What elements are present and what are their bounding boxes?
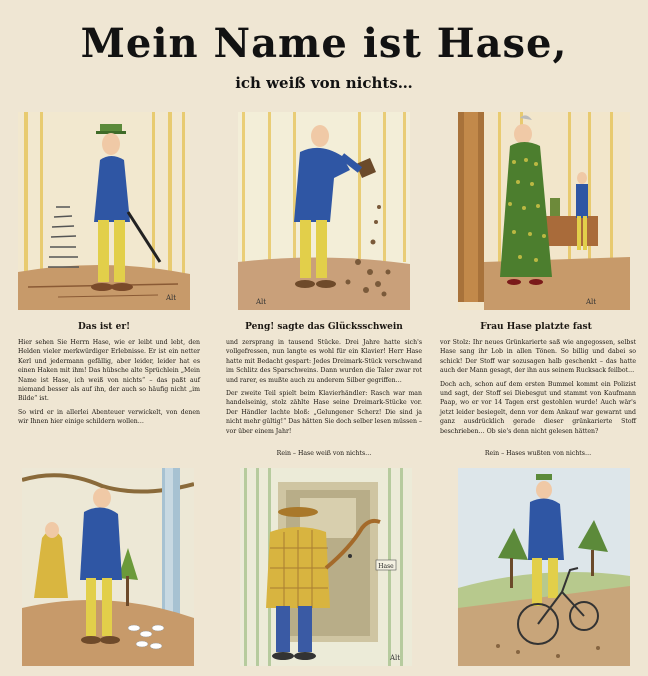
illustration-panel-2 bbox=[238, 112, 410, 310]
page-title: Mein Name ist Hase, bbox=[80, 20, 568, 67]
bottom-signature: Alt bbox=[390, 654, 401, 662]
story-text-3 bbox=[440, 338, 636, 440]
panel-1-signature: Alt bbox=[166, 294, 177, 302]
story-1-paragraph-1: Hier sehen Sie Herrn Hase, wie er leibt und lebt, den Helden vieler merkwürdiger Erlebnisse. Er ist ein netter Kerl und jedermann gefällig, aber leider, leider hat es einen Haken mit ihm! Das hübsche alte Sprüchlein „Mein Name ist Hase, ich weiß von nichts“ – das paßt auf niemand besser als auf ihn, der auch so häufig nicht „im Bilde“ ist. bbox=[18, 339, 200, 403]
story-3-rein: Rein – Hases wußten von nichts… bbox=[484, 450, 592, 457]
door-sign: Hase bbox=[378, 563, 394, 570]
story-text-1 bbox=[18, 338, 200, 431]
panel-3-signature: Alt bbox=[586, 298, 597, 306]
panel-2-signature: Alt bbox=[256, 298, 267, 306]
caption-1: Das ist er! bbox=[77, 322, 131, 332]
caption-2: Peng! sagte das Glücksschwein bbox=[245, 322, 403, 332]
illustration-panel-5 bbox=[240, 468, 412, 666]
page-subtitle: ich weiß von nichts… bbox=[235, 74, 413, 92]
story-2-rein: Rein – Hase weiß von nichts… bbox=[276, 450, 372, 457]
illustration-panel-1 bbox=[18, 112, 190, 310]
illustration-panel-6 bbox=[458, 468, 630, 666]
story-3-paragraph-2: Doch ach, schon auf dem ersten Bummel kommt ein Polizist und sagt, der Stoff sei Diebesgut und stammt von Kaufmann Paap, wo er vor 14 Tagen erst gestohlen wurde! Auch wär's jetzt leider besiegelt, denn vor dem Ankauf war gewarnt und ganz ausdrücklich gerade dieser grünkarierte Stoff beschrieben… Ob sie's denn nicht gelesen hätten? bbox=[440, 380, 636, 435]
story-2-paragraph-2: Der zweite Teil spielt beim Klavierhändler: Rasch war man handelseinig, stolz zählte Hase seine Dreimark-Stücke vor. Der Händler lachte bloß: „Gelungener Scherz! Die sind ja nicht mehr gültig!“ Das hätten Sie doch selber lesen müssen – vor über einem Jahr! bbox=[226, 390, 422, 435]
illustration-panel-4 bbox=[22, 468, 194, 666]
story-1-paragraph-2: So wird er in allerlei Abenteuer verwickelt, von denen wir Ihnen hier einige schildern wollen… bbox=[18, 408, 200, 426]
caption-3: Frau Hase platzte fast bbox=[480, 322, 592, 332]
story-3-paragraph-1: vor Stolz: Ihr neues Grünkarierte saß wie angegossen, selbst Hase sang ihr Lob in allen Tönen. So billig und dabei so schick! Der Stoff war sozusagen halb geschenkt – das hatte auch der Mann gesagt, der ihn aus seinem Rucksack feilbot… bbox=[440, 339, 636, 375]
illustration-panel-3 bbox=[458, 112, 630, 310]
story-2-paragraph-1: und zersprang in tausend Stücke. Drei Jahre hatte sich's vollgefressen, nun langte es wohl für ein Klavier! Herr Hase hatte mit Bedacht gespart: Jedes Dreimark-Stück verschwand im Schlitz des Sparschweins. Dann wurden die Taler zwar rot und rarer, es mußte auch zu anderem Silber gegriffen… bbox=[226, 339, 422, 384]
story-text-2 bbox=[226, 338, 422, 440]
